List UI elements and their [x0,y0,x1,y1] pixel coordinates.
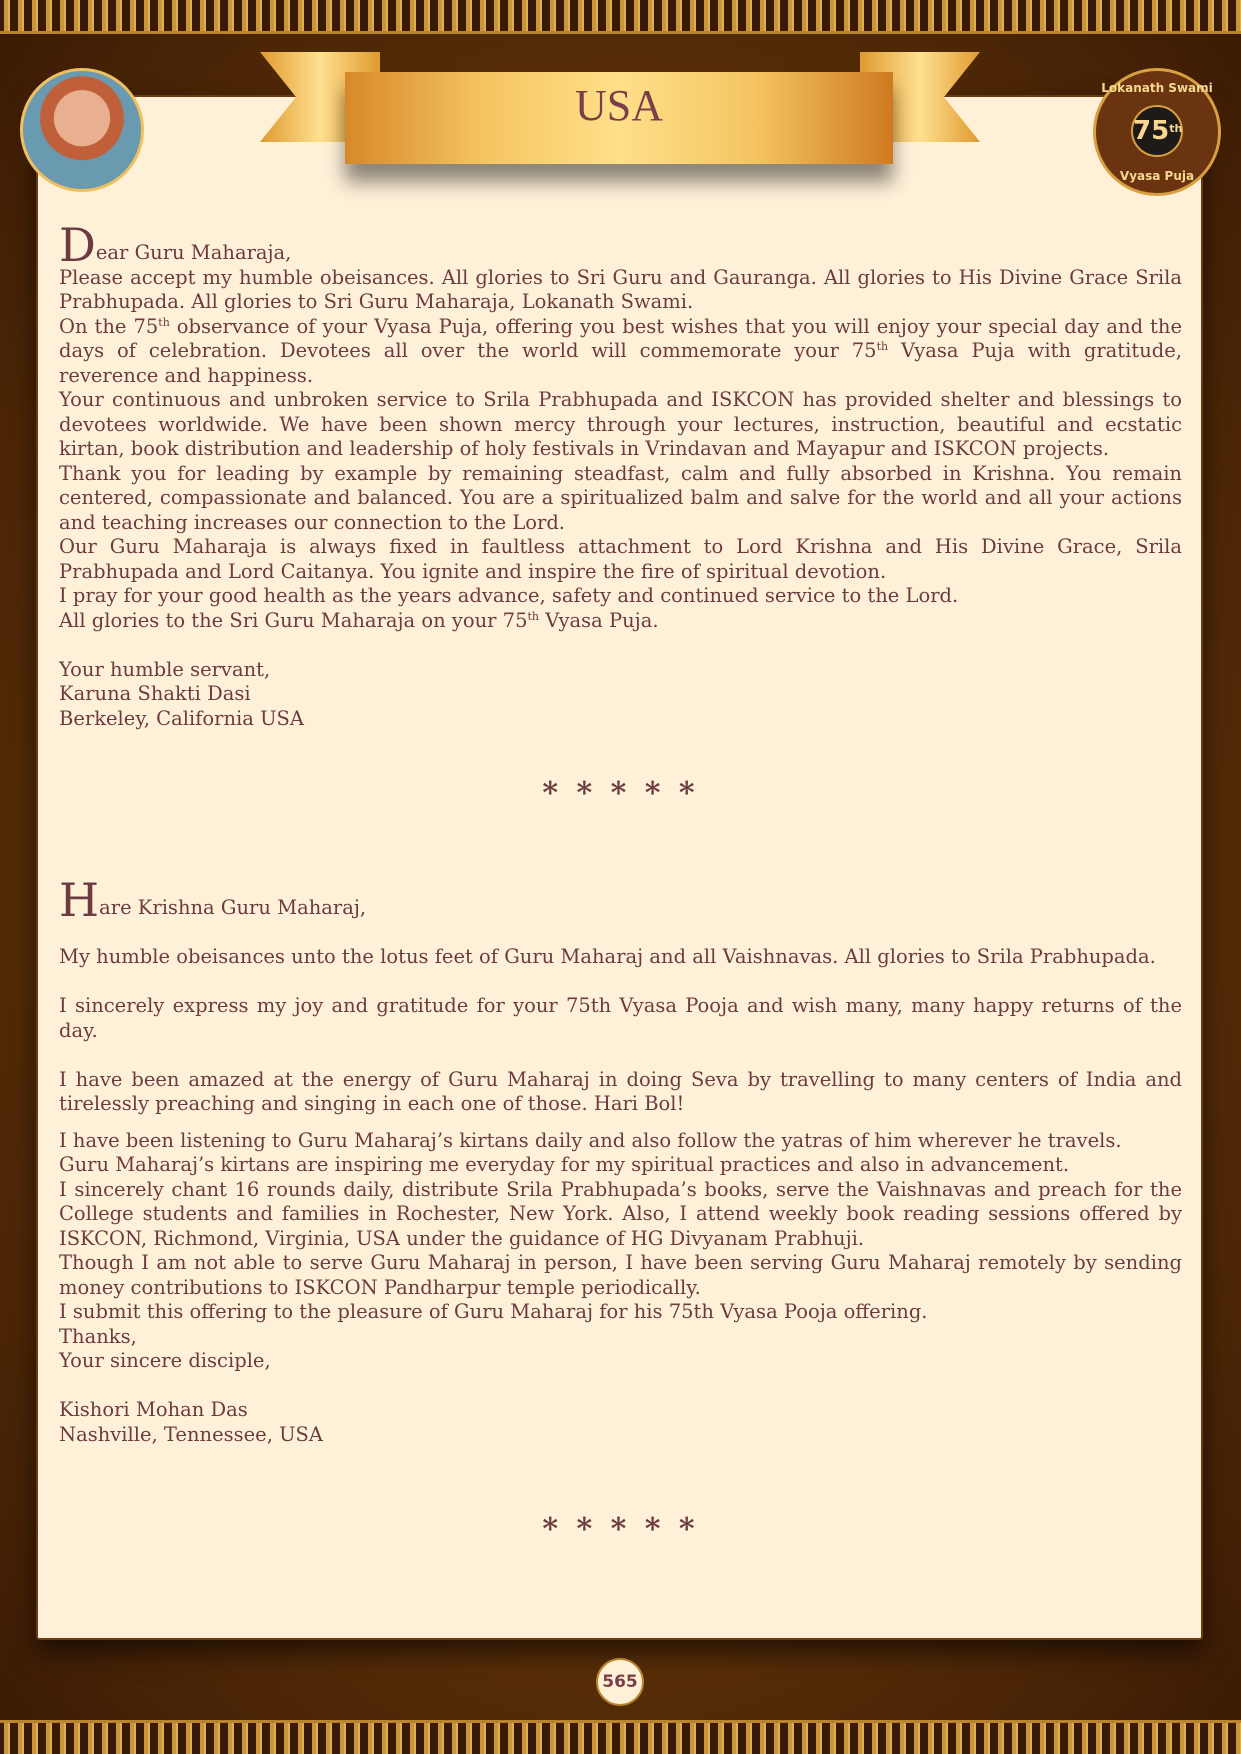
top-ornamental-border [0,0,1241,34]
paragraph: I have been amazed at the energy of Guru Maharaj in doing Seva by travelling to many centers of India and tirelessly preaching and singing in each one of those. Hari Bol! [59,1067,1182,1115]
bottom-ornamental-border [0,1720,1241,1754]
page-number: 565 [596,1658,644,1706]
paragraph: I sincerely express my joy and gratitude for your 75th Vyasa Pooja and wish many, many happy returns of the day. [59,994,1182,1042]
thanks: Thanks, [59,1324,137,1348]
paragraph: Our Guru Maharaja is always fixed in faultless attachment to Lord Krishna and His Divine Grace, Srila Prabhupada and Lord Caitanya. You ignite and inspire the fire of spiritual devotion. [59,535,1182,583]
closing: Your humble servant, [59,657,271,681]
logo-number: 75th [1131,105,1183,157]
closing: Your sincere disciple, [59,1349,271,1372]
paragraph: I sincerely chant 16 rounds daily, distribute Srila Prabhupada’s books, serve the Vaishnavas and preach for the College students and families in Rochester, New York. Also, I attend weekly book reading sessions offered by ISKCON, Richmond, Virginia, USA under the guidance of HG Divyanam Prabhuji. [59,1177,1182,1250]
paragraph: I have been listening to Guru Maharaj’s kirtans daily and also follow the yatras of him wherever he travels. [59,1128,1122,1152]
drop-cap: H [59,873,100,927]
paragraph: Guru Maharaj’s kirtans are inspiring me everyday for my spiritual practices and also in advancement. [59,1153,1070,1176]
paragraph: Your continuous and unbroken service to Srila Prabhupada and ISKCON has provided shelter and blessings to devotees worldwide. We have been shown mercy through your lectures, instruction, beautiful and ecstatic kirtan, book distribution and leadership of holy festivals in Vrindavan and Mayapur and ISKCON projects. [59,388,1182,460]
logo-text-bottom: Vyasa Puja [1119,169,1195,183]
paragraph: Please accept my humble obeisances. All glories to Sri Guru and Gauranga. All glories to His Divine Grace Srila Prabhupada. All glories to Sri Guru Maharaja, Lokanath Swami. [59,265,1182,313]
signature-location: Berkeley, California USA [59,706,304,730]
letter-2 [59,873,1182,1447]
paragraph: Thank you for leading by example by remaining steadfast, calm and fully absorbed in Krishna. You remain centered, compassionate and balanced. You are a spiritualized balm and salve for the world and all your actions and teaching increases our connection to the Lord. [59,461,1182,534]
letter-1 [59,218,1182,731]
paragraph: My humble obeisances unto the lotus feet of Guru Maharaj and all Vaishnavas. All glories to Srila Prabhupada. [59,945,1156,968]
signature-name: Kishori Mohan Das [59,1398,248,1421]
paragraph: On the 75th observance of your Vyasa Puja, offering you best wishes that you will enjoy your special day and the days of celebration. Devotees all over the world will commemorate your 75th Vyasa Puja with gratitude, reverence and happiness. [59,314,1182,387]
logo-text-top: Lokanath Swami [1101,81,1213,95]
page-title: USA [574,81,664,130]
salutation: Dear Guru Maharaja, [59,218,292,272]
signature-name: Karuna Shakti Dasi [59,682,251,705]
separator-stars: * * * * * [542,776,699,811]
guru-portrait [20,68,144,192]
paragraph: All glories to the Sri Guru Maharaja on your 75th Vyasa Puja. [59,608,659,632]
drop-cap: D [59,218,96,272]
vyasa-puja-75-logo [1093,68,1221,196]
signature-location: Nashville, Tennessee, USA [59,1422,323,1446]
title-ribbon [345,72,893,164]
salutation: Hare Krishna Guru Maharaj, [59,873,367,927]
paragraph: Though I am not able to serve Guru Maharaj in person, I have been serving Guru Maharaj remotely by sending money contributions to ISKCON Pandharpur temple periodically. [59,1251,1182,1299]
paragraph: I submit this offering to the pleasure of Guru Maharaj for his 75th Vyasa Pooja offering. [59,1300,928,1323]
paragraph: I pray for your good health as the years advance, safety and continued service to the Lord. [59,584,959,607]
separator-stars: * * * * * [542,1512,699,1547]
